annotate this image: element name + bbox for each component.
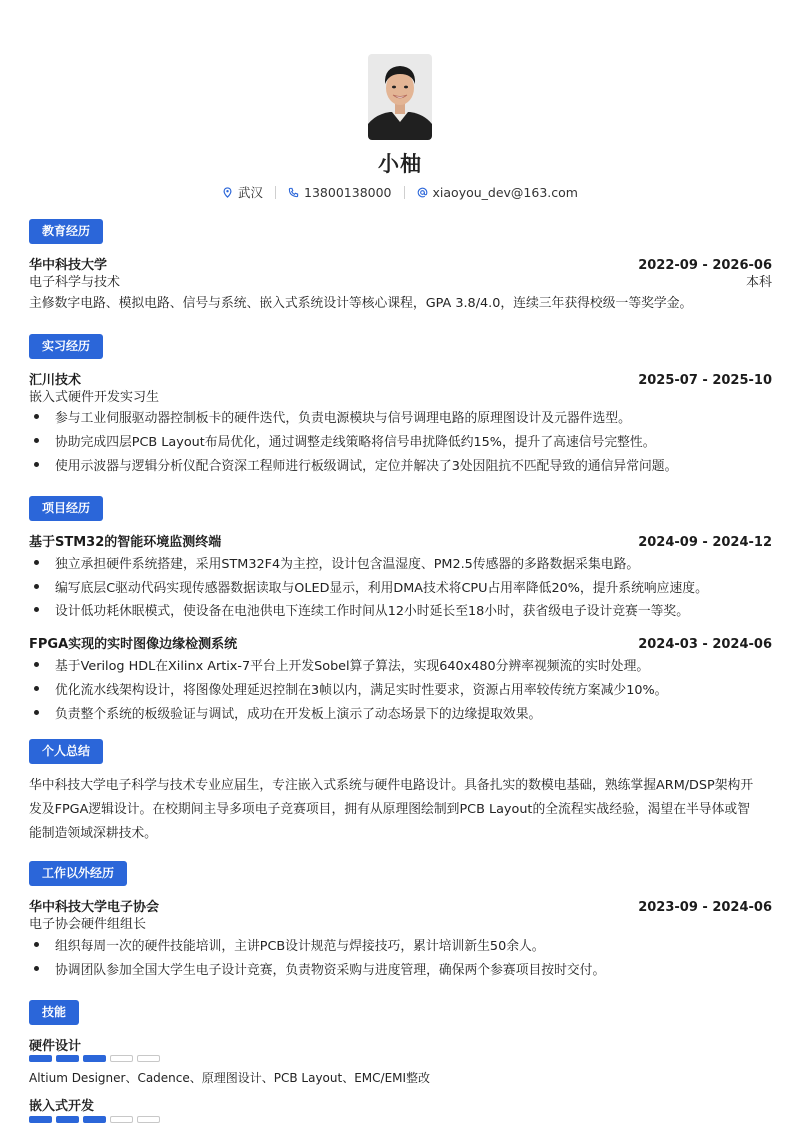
list-item: 使用示波器与逻辑分析仪配合资深工程师进行板级调试，定位并解决了3处因阻抗不匹配导致的通信异常问题。 <box>29 455 772 474</box>
at-sign-icon <box>417 187 428 198</box>
skill-level-segment <box>56 1055 79 1062</box>
section-tag-projects: 项目经历 <box>29 496 103 521</box>
summary-line: 发及FPGA逻辑设计。在校期间主导多项电子竞赛项目，拥有从原理图绘制到PCB Layout的全流程实战经验，渴望在半导体或智 <box>29 802 750 817</box>
internship-date: 2025-07 - 2025-10 <box>638 373 772 388</box>
list-item: 负责整个系统的板级验证与调试，成功在开发板上演示了动态场景下的边缘提取效果。 <box>29 703 772 722</box>
section-tag-education: 教育经历 <box>29 219 103 244</box>
skill-level-segment <box>137 1055 160 1062</box>
section-tag-extracurricular: 工作以外经历 <box>29 861 127 886</box>
extra-date: 2023-09 - 2024-06 <box>638 900 772 915</box>
list-item: 组织每周一次的硬件技能培训，主讲PCB设计规范与焊接技巧，累计培训新生50余人。 <box>29 935 772 954</box>
skill-level-bar <box>29 1116 160 1123</box>
contact-bar <box>0 183 800 201</box>
company-name: 汇川技术 <box>29 373 82 388</box>
contact-divider <box>275 186 276 199</box>
skill-level-bar <box>29 1055 160 1062</box>
list-item: 协调团队参加全国大学生电子设计竞赛，负责物资采购与进度管理，确保两个参赛项目按时交付。 <box>29 959 772 978</box>
education-subheader <box>29 271 772 290</box>
list-item: 参与工业伺服驱动器控制板卡的硬件迭代，负责电源模块与信号调理电路的原理图设计及元器件选型。 <box>29 407 772 426</box>
contact-divider <box>404 186 405 199</box>
school-name: 华中科技大学 <box>29 258 108 273</box>
summary-line: 能制造领域深耕技术。 <box>29 826 157 841</box>
list-item: 基于Verilog HDL在Xilinx Artix-7平台上开发Sobel算子算法，实现640x480分辨率视频流的实时处理。 <box>29 655 772 674</box>
list-item: 编写底层C驱动代码实现传感器数据读取与OLED显示，利用DMA技术将CPU占用率降低20%，提升系统响应速度。 <box>29 577 772 596</box>
profile-photo <box>368 54 432 140</box>
skill-level-segment <box>110 1116 133 1123</box>
phone-icon <box>288 187 299 198</box>
education-description: 主修数字电路、模拟电路、信号与系统、嵌入式系统设计等核心课程，GPA 3.8/4.0，连续三年获得校级一等奖学金。 <box>29 296 693 311</box>
internship-subheader <box>29 386 772 405</box>
skill-name: 硬件设计 <box>29 1039 82 1054</box>
project-date: 2024-09 - 2024-12 <box>638 535 772 550</box>
education-date: 2022-09 - 2026-06 <box>638 258 772 273</box>
internship-role: 嵌入式硬件开发实习生 <box>29 390 160 405</box>
contact-phone: 13800138000 <box>288 185 391 200</box>
project-header <box>29 633 772 652</box>
skill-level-segment <box>83 1116 106 1123</box>
skill-level-segment <box>83 1055 106 1062</box>
major: 电子科学与技术 <box>29 275 121 290</box>
project-header <box>29 531 772 550</box>
section-tag-skills: 技能 <box>29 1000 79 1025</box>
skill-level-segment <box>29 1055 52 1062</box>
section-tag-summary: 个人总结 <box>29 739 103 764</box>
skill-level-segment <box>137 1116 160 1123</box>
list-item: 协助完成四层PCB Layout布局优化，通过调整走线策略将信号串扰降低约15%，提升了高速信号完整性。 <box>29 431 772 450</box>
extra-subheader <box>29 913 772 932</box>
list-item: 优化流水线架构设计，将图像处理延迟控制在3帧以内，满足实时性要求，资源占用率较传统方案减少10%。 <box>29 679 772 698</box>
degree: 本科 <box>745 275 772 290</box>
candidate-name: 小柚 <box>378 152 422 176</box>
project-date: 2024-03 - 2024-06 <box>638 637 772 652</box>
skill-description: Altium Designer、Cadence、原理图设计、PCB Layout、EMC/EMI整改 <box>29 1071 431 1085</box>
list-item: 独立承担硬件系统搭建，采用STM32F4为主控，设计包含温湿度、PM2.5传感器的多路数据采集电路。 <box>29 553 772 572</box>
summary-line: 华中科技大学电子科学与技术专业应届生，专注嵌入式系统与硬件电路设计。具备扎实的数模电基础，熟练掌握ARM/DSP架构开 <box>29 778 754 793</box>
contact-location: 武汉 <box>222 183 263 201</box>
contact-email[interactable]: xiaoyou_dev@163.com <box>417 185 578 200</box>
organization-name: 华中科技大学电子协会 <box>29 900 160 915</box>
project-name: FPGA实现的实时图像边缘检测系统 <box>29 637 238 652</box>
skill-level-segment <box>110 1055 133 1062</box>
section-tag-internship: 实习经历 <box>29 334 103 359</box>
extra-role: 电子协会硬件组组长 <box>29 917 147 932</box>
skill-level-segment <box>29 1116 52 1123</box>
location-pin-icon <box>222 187 233 198</box>
list-item: 设计低功耗休眠模式，使设备在电池供电下连续工作时间从12小时延长至18小时，获省级电子设计竞赛一等奖。 <box>29 600 772 619</box>
skill-name: 嵌入式开发 <box>29 1099 95 1114</box>
skill-level-segment <box>56 1116 79 1123</box>
project-name: 基于STM32的智能环境监测终端 <box>29 535 222 550</box>
